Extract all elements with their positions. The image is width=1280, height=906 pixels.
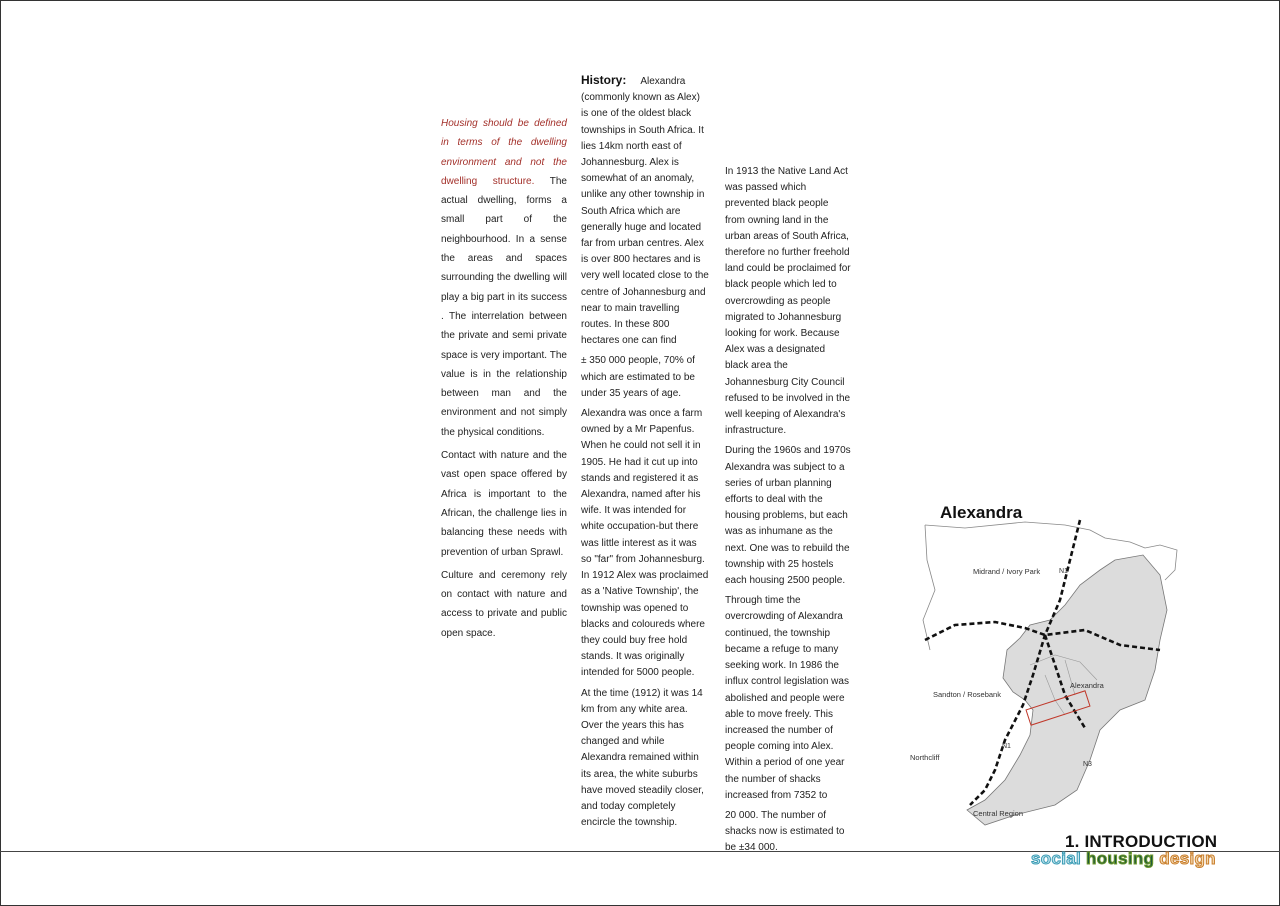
column3-paragraph: Through time the overcrowding of Alexandra continued, the township became a refuge to many seeking work. In 1986 the influx control legislation was abolished and people were able to move freely. This increased the number of people coming into Alex. Within a period of one year the number of shacks increased from 7352 to — [725, 595, 849, 801]
map-label-n1-top: N1 — [1059, 568, 1068, 575]
brand-word-social: social — [1031, 849, 1081, 868]
column3-paragraph: 20 000. The number of shacks now is estimated to be ±34 000. — [725, 809, 845, 854]
history-paragraph: ± 350 000 people, 70% of which are estimated to be under 35 years of age. — [581, 355, 695, 399]
history-paragraph-text: Alexandra (commonly known as Alex) is one of the oldest black townships in South Africa. It lies 14km north east of Johannesburg. Alex is somewhat of an anomaly, unlike any other township in South Africa which are generally huge and located far from urban centres. Alex is over 800 hectares and is very well located close to the centre of Johannesburg and near to main travelling routes. In these 800 hectares one can find — [581, 76, 709, 347]
map-label-n3: N3 — [1083, 761, 1092, 768]
sidebar-paragraph: Culture and ceremony rely on contact with nature and access to private and public open space. — [441, 569, 567, 639]
land-act-column — [725, 164, 851, 861]
sidebar-paragraph-text: The actual dwelling, forms a small part of the neighbourhood. In a sense the areas and spaces surrounding the dwelling will play a big part in its success . The interrelation between the private and semi private space is very important. The value is in the relationship between man and the environment and not simply the physical conditions. — [441, 175, 567, 438]
map-title: Alexandra — [940, 503, 1023, 522]
page-border-left — [0, 0, 1, 906]
brand-word-housing: housing — [1086, 849, 1155, 868]
sidebar-paragraph: Contact with nature and the vast open space offered by Africa is important to the African, the challenge lies in balancing these needs with prevention of urban Sprawl. — [441, 450, 567, 558]
sidebar-text-column — [441, 114, 567, 647]
map-label-sandton: Sandton / Rosebank — [933, 690, 1001, 699]
map-label-northcliff: Northcliff — [910, 753, 940, 762]
map-label-n1-mid: N1 — [1002, 743, 1011, 750]
sidebar-paragraph — [441, 114, 567, 442]
page-border-top — [0, 0, 1279, 1]
history-paragraph — [581, 72, 709, 349]
history-paragraph: At the time (1912) it was 14 km from any white area. Over the years this has changed and while Alexandra remained within its area, the white suburbs have moved steadily closer, and today completely encircle the township. — [581, 687, 704, 829]
brand-wordmark — [1031, 849, 1216, 869]
map-label-central: Central Region — [973, 809, 1024, 818]
column3-paragraph: In 1913 the Native Land Act was passed which prevented black people from owning land in the urban areas of South Africa, therefore no further freehold land could be proclaimed for black people which led to overcrowding as people migrated to Johannesburg looking for work. Because Alex was a designated black area the Johannesburg City Council refused to be involved in the well keeping of Alexandra's infrastructure. — [725, 166, 851, 437]
pull-quote: Housing should be defined in terms of the dwelling environment and not the — [441, 118, 567, 168]
pull-quote-lead: dwelling structure. — [441, 175, 535, 187]
alexandra-location-map — [905, 500, 1190, 830]
history-column — [581, 72, 709, 835]
map-label-alexandra: Alexandra — [1070, 681, 1104, 690]
history-paragraph: Alexandra was once a farm owned by a Mr Papenfus. When he could not sell it in 1905. He had it cut up into stands and registered it as Alexandra, named after his wife. It was intended for white occupation-but there was little interest as it was so "far" from Johannesburg. In 1912 Alex was proclaimed as a 'Native Township', the township was opened to blacks and coloureds where they could buy free hold stands. It was originally intended for 5000 people. — [581, 408, 709, 679]
section-title: 1. INTRODUCTION — [1065, 832, 1218, 851]
history-heading: History: — [581, 73, 627, 87]
column3-paragraph: During the 1960s and 1970s Alexandra was subject to a series of urban planning efforts to deal with the housing problems, but each was as inhumane as the next. One was to rebuild the township with 25 hostels each housing 2500 people. — [725, 445, 851, 587]
map-label-midrand: Midrand / Ivory Park — [973, 567, 1041, 576]
brand-word-design: design — [1159, 849, 1216, 868]
